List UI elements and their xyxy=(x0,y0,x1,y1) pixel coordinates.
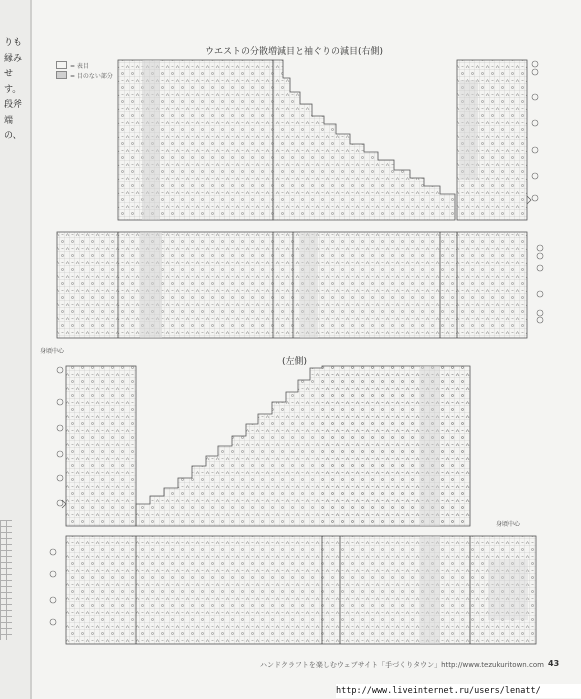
chart-title-left: (左側) xyxy=(282,357,308,367)
chart-right-upper xyxy=(118,60,527,220)
footer-website: ハンドクラフトを楽しむウェブサイト「手づくりタウン」http://www.tezukuritown.com xyxy=(260,661,544,669)
source-url: http://www.liveinternet.ru/users/lenatt/ xyxy=(336,684,581,698)
chart-right-lower xyxy=(57,232,527,338)
page-number: 43 xyxy=(548,659,560,668)
chart-left-lower xyxy=(66,536,536,644)
chart-title-right: ウエストの分散増減目と袖ぐりの減目(右側) xyxy=(205,47,384,57)
legend-label: = 表目 xyxy=(70,62,89,70)
body-center-label-bottom: 身頃中心 xyxy=(496,521,521,528)
chart-left-upper xyxy=(66,366,470,526)
spine-text: りも縁みせす。段斧端の、 xyxy=(4,38,23,141)
body-center-label-top: 身頃中心 xyxy=(40,348,65,355)
legend-label: = 目のない部分 xyxy=(70,72,113,80)
